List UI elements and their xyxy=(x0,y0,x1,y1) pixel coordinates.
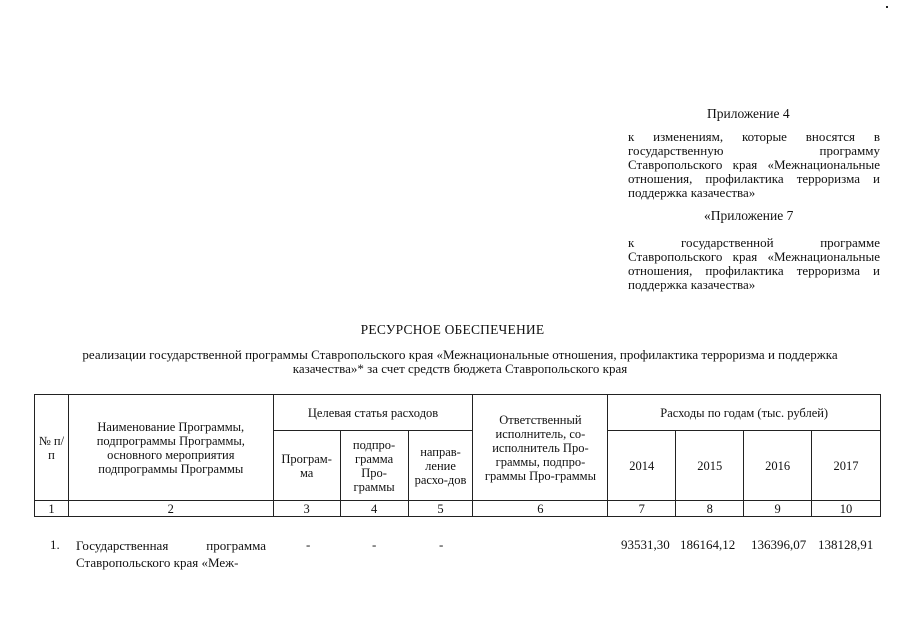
row-value-2015: 186164,12 xyxy=(680,537,736,552)
column-number: 2 xyxy=(68,501,273,517)
appendix-label: Приложение 4 xyxy=(707,106,790,121)
header-target-item: Целевая статья расходов xyxy=(273,395,473,431)
header-program: Програм-ма xyxy=(273,431,340,501)
column-number: 9 xyxy=(744,501,812,517)
header-executor: Ответственный исполнитель, со-исполнитель Про-граммы, подпро-граммы Про-граммы xyxy=(473,395,608,501)
header-year-2017: 2017 xyxy=(812,431,881,501)
header-num: № п/п xyxy=(35,395,69,501)
original-appendix-label: «Приложение 7 xyxy=(704,208,794,223)
column-number: 4 xyxy=(340,501,408,517)
column-number: 5 xyxy=(408,501,473,517)
document-subtitle: реализации государственной программы Ставропольского края «Межнациональные отношения, профилактика терроризма и поддержка казачества»* за счет средств бюджета Ставропольского края xyxy=(82,347,838,376)
appendix-text: к изменениям, которые вносятся в государственную программу Ставропольского края «Межнациональные отношения, профилактика терроризма и поддержка казачества» xyxy=(628,129,880,200)
row-value-2016: 136396,07 xyxy=(751,537,807,552)
row-value-2017: 138128,91 xyxy=(818,537,874,552)
column-number: 8 xyxy=(676,501,744,517)
row-name: Государственная программа Ставропольского края «Меж- xyxy=(76,538,266,570)
header-year-2014: 2014 xyxy=(608,431,676,501)
scan-mark xyxy=(886,6,888,8)
header-year-2015: 2015 xyxy=(676,431,744,501)
column-number: 10 xyxy=(812,501,881,517)
header-subprogram: подпро-грамма Про-граммы xyxy=(340,431,408,501)
header-name: Наименование Программы, подпрограммы Программы, основного мероприятия подпрограммы Программы xyxy=(68,395,273,501)
row-program: - xyxy=(306,537,311,552)
header-year-2016: 2016 xyxy=(744,431,812,501)
original-appendix-text: к государственной программе Ставропольского края «Межнациональные отношения, профилактика терроризма и поддержка казачества» xyxy=(628,235,880,292)
row-subprogram: - xyxy=(372,537,377,552)
column-number: 6 xyxy=(473,501,608,517)
resource-table xyxy=(34,394,881,517)
row-number: 1. xyxy=(50,537,60,552)
column-number: 3 xyxy=(273,501,340,517)
column-number: 7 xyxy=(608,501,676,517)
row-value-2014: 93531,30 xyxy=(621,537,670,552)
header-direction: направ-ление расхо-дов xyxy=(408,431,473,501)
row-direction: - xyxy=(439,537,444,552)
header-expenses: Расходы по годам (тыс. рублей) xyxy=(608,395,881,431)
column-number: 1 xyxy=(35,501,69,517)
document-title: РЕСУРСНОЕ ОБЕСПЕЧЕНИЕ xyxy=(360,322,545,337)
